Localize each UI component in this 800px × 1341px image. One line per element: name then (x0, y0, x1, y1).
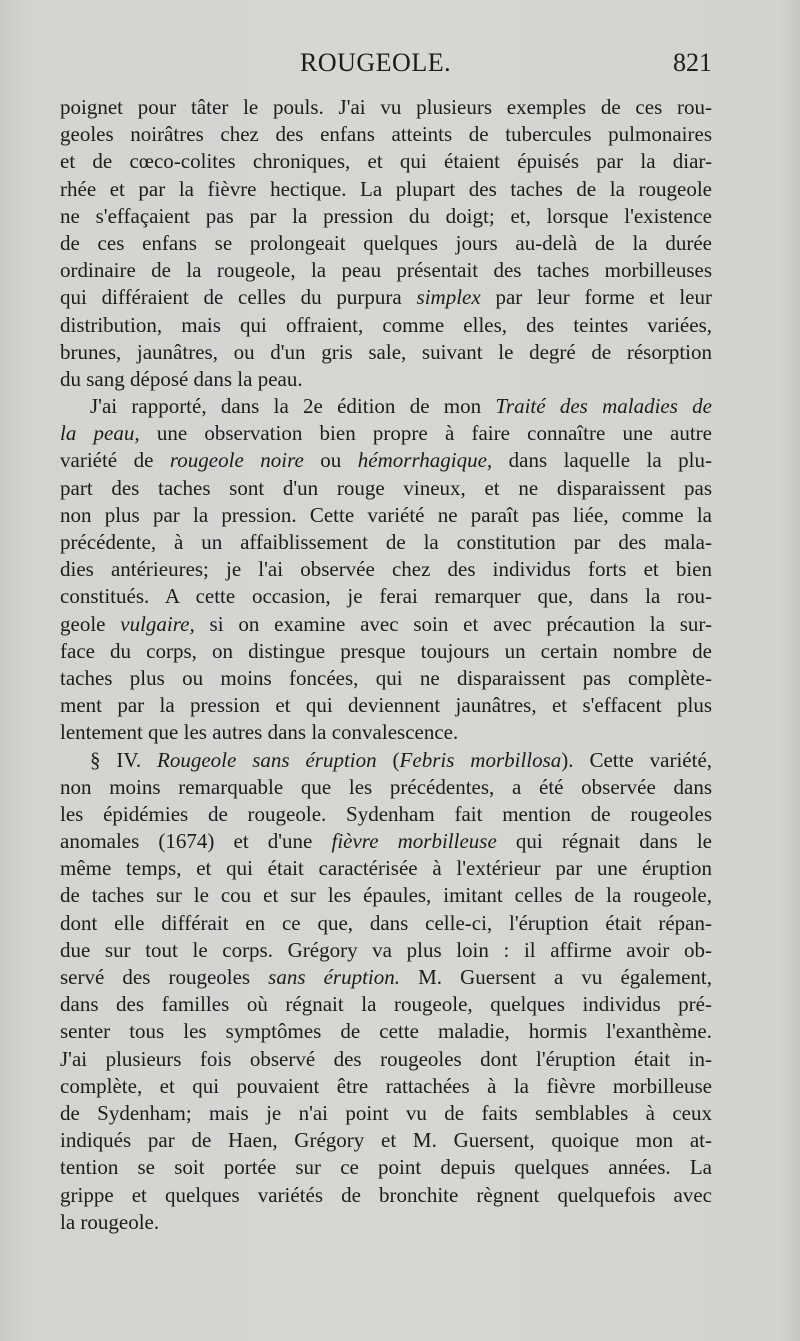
text-segment: même temps, et qui était caractérisée à l'extérieur par une éruption (60, 856, 712, 881)
text-line (60, 121, 712, 148)
text-line (60, 393, 712, 420)
text-line (60, 583, 712, 610)
text-line (60, 665, 712, 692)
text-segment: part des taches sont d'un rouge vineux, et ne disparaissent pas (60, 475, 712, 500)
text-segment: constitués. A cette occasion, je ferai remarquer que, dans la rou- (60, 584, 712, 609)
text-segment: due sur tout le corps. Grégory va plus loin : il affirme avoir ob- (60, 937, 712, 962)
text-line (60, 447, 712, 474)
text-segment: de Sydenham; mais je n'ai point vu de faits semblables à ceux (60, 1100, 712, 1125)
text-line (60, 230, 712, 257)
text-line (60, 176, 712, 203)
text-line (60, 1018, 712, 1045)
text-segment: de taches sur le cou et sur les épaules, imitant celles de la rougeole, (60, 883, 712, 908)
text-segment: ne s'effaçaient pas par la pression du doigt; et, lorsque l'existence (60, 203, 712, 228)
text-segment: servé des rougeoles (60, 965, 269, 989)
text-line (60, 556, 712, 583)
text-segment: geole (60, 611, 121, 636)
text-line (60, 502, 712, 529)
paragraph (60, 94, 712, 393)
body-text (60, 94, 712, 1236)
text-segment: précédente, à un affaiblissement de la constitution par des mala- (60, 530, 712, 554)
text-line (60, 638, 712, 665)
text-line (60, 774, 712, 801)
italic-segment: simplex (416, 285, 481, 310)
italic-segment: Febris morbillosa (399, 747, 562, 772)
text-segment: dans laquelle la plu- (492, 448, 712, 473)
text-line (60, 94, 712, 121)
text-line (60, 148, 712, 175)
text-segment: taches plus ou moins foncées, qui ne disparaissent pas complète- (60, 665, 712, 690)
italic-segment: la peau, (60, 421, 140, 446)
text-segment: J'ai plusieurs fois observé des rougeoles dont l'éruption était in- (60, 1046, 712, 1071)
page-number: 821 (673, 48, 712, 77)
text-line (60, 1046, 712, 1073)
text-segment: § IV. (90, 747, 158, 772)
text-segment: ou (303, 448, 358, 473)
text-line (60, 420, 712, 447)
italic-segment: rougeole noire (169, 448, 304, 473)
text-line (60, 719, 712, 746)
text-segment: et de cœco-colites chroniques, et qui étaient épuisés par la diar- (60, 149, 712, 174)
text-segment: lentement que les autres dans la convalescence. (60, 720, 459, 745)
text-segment: les épidémies de rougeole. Sydenham fait mention de rougeoles (60, 801, 712, 826)
text-segment: distribution, mais qui offraient, comme elles, des teintes variées, (60, 312, 712, 337)
text-line (60, 855, 712, 882)
text-line (60, 257, 712, 284)
text-segment: qui régnait dans le (496, 829, 712, 854)
page-title: ROUGEOLE. (300, 48, 452, 77)
text-segment: rhée et par la fièvre hectique. La plupart des taches de la rougeole (60, 176, 712, 201)
text-line (60, 1127, 712, 1154)
text-line (60, 964, 712, 991)
text-line (60, 1209, 712, 1236)
text-line (60, 203, 712, 230)
italic-segment: Traité des maladies de (495, 394, 712, 419)
text-segment: indiqués par de Haen, Grégory et M. Guersent, quoique mon at- (60, 1128, 712, 1153)
text-segment: anomales (1674) et d'une (60, 829, 332, 854)
text-line (60, 475, 712, 502)
text-line (60, 882, 712, 909)
text-line (60, 1100, 712, 1127)
text-segment: par leur forme et leur (480, 285, 712, 310)
paragraph (60, 393, 712, 746)
text-segment: du sang déposé dans la peau. (60, 366, 303, 391)
text-line (60, 529, 712, 556)
text-segment: ). Cette variété, (561, 747, 713, 772)
text-segment: dans des familles où régnait la rougeole, quelques individus pré- (60, 992, 712, 1017)
running-head (62, 48, 712, 84)
text-segment: M. Guersent a vu également, (400, 965, 712, 989)
text-segment: face du corps, on distingue presque toujours un certain nombre de (60, 638, 712, 663)
text-segment: geoles noirâtres chez des enfans atteints de tubercules pulmonaires (60, 122, 712, 147)
text-line (60, 801, 712, 828)
text-segment: tention se soit portée sur ce point depuis quelques années. La (60, 1155, 712, 1180)
text-segment: ment par la pression et qui deviennent jaunâtres, et s'effacent plus (60, 693, 712, 718)
text-segment: variété de (60, 448, 170, 473)
text-line (60, 692, 712, 719)
text-line (60, 611, 712, 638)
text-segment: la rougeole. (60, 1209, 160, 1234)
text-segment: grippe et quelques variétés de bronchite règnent quelquefois avec (60, 1182, 712, 1207)
text-segment: non plus par la pression. Cette variété ne paraît pas liée, comme la (60, 502, 712, 527)
text-line (60, 284, 712, 311)
italic-segment: hémorrhagique, (357, 448, 493, 473)
paragraph (60, 747, 712, 1236)
text-line (60, 910, 712, 937)
text-line (60, 937, 712, 964)
italic-segment: vulgaire, (120, 611, 195, 636)
text-segment: de ces enfans se prolongeait quelques jours au-delà de la durée (60, 230, 712, 255)
italic-segment: sans éruption. (268, 965, 401, 989)
text-line (60, 339, 712, 366)
text-segment: dont elle différait en ce que, dans celle-ci, l'éruption était répan- (60, 910, 712, 935)
text-segment: poignet pour tâter le pouls. J'ai vu plusieurs exemples de ces rou- (60, 95, 712, 119)
text-line (60, 747, 712, 774)
text-segment: dies antérieures; je l'ai observée chez des individus forts et bien (60, 557, 712, 582)
text-line (60, 312, 712, 339)
text-line (60, 1073, 712, 1100)
text-segment: ordinaire de la rougeole, la peau présentait des taches morbilleuses (60, 258, 712, 283)
text-segment: ( (376, 747, 400, 772)
text-segment: une observation bien propre à faire connaître une autre (139, 421, 712, 446)
text-segment: brunes, jaunâtres, ou d'un gris sale, suivant le degré de résorption (60, 339, 712, 364)
text-segment: qui différaient de celles du purpura (60, 285, 417, 310)
text-line (60, 366, 712, 393)
text-segment: complète, et qui pouvaient être rattachées à la fièvre morbilleuse (60, 1073, 712, 1098)
text-line (60, 828, 712, 855)
text-segment: senter tous les symptômes de cette maladie, hormis l'exanthème. (60, 1019, 712, 1044)
text-segment: si on examine avec soin et avec précaution la sur- (194, 611, 712, 636)
text-segment: J'ai rapporté, dans la 2e édition de mon (90, 394, 496, 419)
text-line (60, 1182, 712, 1209)
italic-segment: fièvre morbilleuse (331, 829, 497, 854)
text-line (60, 1154, 712, 1181)
text-segment: non moins remarquable que les précédentes, a été observée dans (60, 774, 712, 799)
italic-segment: Rougeole sans éruption (157, 747, 377, 772)
text-line (60, 991, 712, 1018)
